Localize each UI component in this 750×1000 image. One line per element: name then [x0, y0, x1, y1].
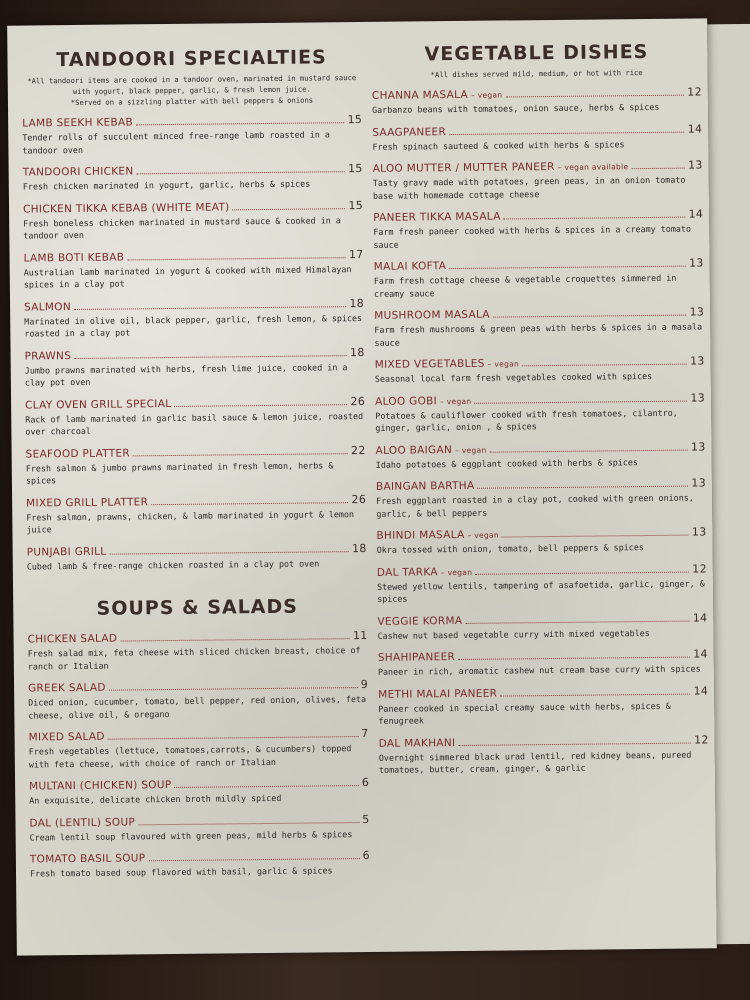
menu-item-price: 6	[361, 775, 370, 790]
menu-item-tag: – vegan	[455, 445, 487, 455]
menu-item-name: BAINGAN BARTHA	[375, 479, 475, 493]
dot-leader	[109, 551, 349, 555]
menu-item-header	[22, 113, 362, 130]
veg-list	[372, 85, 709, 776]
menu-item	[376, 476, 706, 519]
menu-item	[374, 305, 704, 348]
menu-item-name: SHAHIPANEER	[377, 651, 456, 664]
menu-item-price: 26	[350, 394, 366, 408]
menu-item-header	[379, 733, 709, 749]
menu-item-tag: – vegan	[440, 567, 473, 577]
menu-item-header	[372, 122, 702, 138]
dot-leader	[465, 620, 690, 623]
menu-item	[372, 122, 702, 153]
menu-item-price: 14	[687, 121, 703, 136]
menu-item-header	[28, 629, 368, 646]
menu-item-price: 9	[360, 677, 369, 692]
menu-item	[379, 733, 709, 776]
menu-item	[29, 727, 369, 771]
menu-item	[25, 345, 365, 389]
tandoori-note	[22, 72, 362, 109]
menu-item-description: Australian lamb marinated in yogurt & cooked with mixed Himalayan spices in a clay pot	[23, 263, 352, 290]
menu-item-price: 15	[347, 112, 363, 127]
menu-item	[30, 849, 370, 880]
menu-item-tag: – vegan	[470, 90, 503, 100]
menu-item-name: CHANNA MASALA	[371, 88, 469, 102]
menu-item-header	[378, 684, 708, 700]
menu-item-name: MALAI KOFTA	[373, 260, 447, 273]
menu-item-price: 13	[691, 525, 707, 539]
menu-item-description: Potatoes & cauliflower cooked with fresh tomatoes, cilantro, ginger, garlic, onion , & spices	[375, 407, 678, 433]
menu-item-description: Cubed lamb & free-range chicken roasted in a clay pot oven	[26, 557, 320, 572]
menu-item-name: CLAY OVEN GRILL SPECIAL	[25, 397, 172, 412]
menu-item-name: TANDOORI CHICKEN	[22, 165, 134, 179]
soups-title: SOUPS & SALADS	[96, 595, 299, 620]
dot-leader	[490, 449, 688, 452]
menu-item-price: 14	[692, 610, 708, 625]
menu-item-name: MULTANI (CHICKEN) SOUP	[29, 779, 172, 793]
menu-item-description: Fresh chicken marinated in yogurt, garlic, herbs & spices	[22, 178, 311, 192]
menu-item-name: DAL MAKHANI	[378, 736, 456, 750]
menu-item	[377, 611, 707, 642]
menu-item	[22, 113, 362, 157]
menu-item-description: Fresh boneless chicken marinated in mustard sauce & cooked in a tandoor oven	[23, 214, 341, 241]
menu-item	[23, 198, 363, 242]
menu-item-price: 13	[688, 256, 704, 270]
menu-item-header	[28, 678, 368, 695]
menu-item-description: Rack of lamb marinated in garlic basil sauce & lemon juice, roasted over charcoal	[25, 410, 364, 437]
menu-item-price: 22	[350, 443, 366, 457]
menu-item-name: CHICKEN TIKKA KEBAB (WHITE MEAT)	[23, 200, 230, 216]
menu-item-description: Fresh eggplant roasted in a clay pot, cooked with green onions, garlic, & bell peppers	[376, 492, 694, 519]
dot-leader	[151, 502, 348, 505]
menu-item-header	[26, 443, 366, 460]
menu-item-header	[25, 345, 365, 362]
tandoori-list	[22, 113, 367, 573]
menu-item-header	[374, 256, 704, 272]
menu-item-header	[27, 541, 367, 558]
menu-item-header	[376, 476, 706, 492]
dot-leader	[120, 638, 350, 641]
menu-item-description: Fresh salmon, prawns, chicken, & lamb marinated in yogurt & lemon juice	[26, 508, 355, 535]
menu-item-price: 13	[687, 158, 703, 172]
menu-item-description: Farm fresh paneer cooked with herbs & spices in a creamy tomato sauce	[373, 223, 692, 250]
menu-item-description: Idaho potatoes & eggplant cooked with herbs & spices	[375, 456, 639, 470]
menu-item	[29, 776, 369, 807]
menu-item-header	[378, 647, 708, 663]
dot-leader	[137, 171, 346, 174]
menu-item-header	[29, 812, 369, 829]
menu-item-description: Stewed yellow lentils, tampering of asafoetida, garlic, ginger, & spices	[376, 577, 705, 604]
menu-item	[372, 85, 702, 116]
dot-leader	[493, 315, 687, 318]
menu-item-price: 18	[351, 541, 367, 555]
tandoori-note-2: *Served on a sizzling platter with bell peppers & onions	[70, 95, 314, 108]
menu-item-price: 13	[691, 476, 707, 490]
menu-item	[23, 162, 363, 193]
dot-leader	[500, 693, 690, 696]
menu-item-price: 13	[690, 390, 706, 405]
menu-item-header	[376, 525, 706, 541]
menu-item-name: BHINDI MASALA	[376, 528, 465, 542]
menu-page	[7, 18, 717, 955]
dot-leader	[449, 266, 686, 269]
menu-item	[25, 394, 365, 438]
menu-item	[26, 443, 366, 487]
right-column	[371, 40, 709, 785]
menu-item-header	[377, 562, 707, 578]
menu-item-description: Diced onion, cucumber, tomato, bell pepper, red onion, olives, feta cheese, olive oil, & oregano	[28, 693, 367, 721]
tandoori-title: TANDOORI SPECIALTIES	[56, 46, 327, 72]
menu-item-description: Cream lentil soup flavoured with green peas, mild herbs & spices	[29, 828, 353, 842]
dot-leader	[474, 400, 687, 403]
menu-item-name: METHI MALAI PANEER	[378, 687, 498, 701]
dot-leader	[477, 486, 688, 489]
menu-item-description: Jumbo prawns marinated with herbs, fresh lime juice, cooked in a clay pot oven	[24, 361, 348, 388]
menu-item-price: 7	[361, 726, 369, 741]
dot-leader	[136, 122, 345, 125]
menu-item	[378, 684, 708, 727]
menu-item-price: 13	[690, 439, 706, 454]
dot-leader	[505, 95, 684, 98]
menu-item-tag: – vegan	[487, 359, 520, 369]
menu-item-header	[29, 776, 369, 793]
menu-item	[376, 525, 706, 556]
dot-leader	[108, 736, 359, 740]
menu-item	[28, 678, 368, 722]
menu-item-header	[24, 247, 364, 264]
menu-item-header	[372, 85, 702, 101]
menu-item	[378, 647, 708, 678]
dot-leader	[449, 131, 685, 134]
menu-item-name: MIXED VEGETABLES	[374, 357, 485, 371]
menu-item-description: Okra tossed with onion, tomato, bell peppers & spices	[376, 542, 644, 555]
menu-item-header	[25, 394, 365, 411]
menu-item-name: CHICKEN SALAD	[27, 632, 118, 646]
soups-list	[28, 629, 371, 880]
menu-item-header	[29, 727, 369, 744]
dot-leader	[74, 355, 347, 359]
menu-item-header	[373, 158, 703, 174]
menu-item-name: DAL (LENTIL) SOUP	[29, 815, 136, 829]
menu-item-price: 5	[362, 812, 370, 826]
menu-item-description: Fresh vegetables (lettuce, tomatoes,carrots, & cucumbers) topped with feta cheese, with choice of ranch or Italian	[28, 743, 352, 770]
menu-item-price: 15	[348, 198, 364, 212]
menu-item-name: GREEK SALAD	[28, 681, 106, 695]
dot-leader	[127, 257, 346, 260]
menu-item	[374, 256, 704, 299]
menu-item	[373, 207, 703, 250]
menu-item	[28, 629, 368, 673]
menu-item-description: An exquisite, delicate chicken broth mildly spiced	[29, 792, 282, 806]
menu-item-name: ALOO GOBI	[375, 394, 438, 408]
menu-item-price: 26	[351, 492, 367, 506]
menu-item	[375, 354, 705, 385]
dot-leader	[109, 687, 358, 691]
menu-item-header	[375, 354, 705, 370]
menu-item-price: 18	[349, 345, 365, 359]
menu-item-header	[26, 492, 366, 509]
menu-item-name: SALMON	[24, 300, 72, 314]
menu-item-description: Fresh salmon & jumbo prawns marinated in fresh lemon, herbs & spices	[25, 459, 334, 486]
dot-leader	[522, 364, 687, 367]
dot-leader	[458, 657, 690, 660]
menu-item	[29, 812, 369, 843]
menu-item-description: Cashew nut based vegetable curry with mixed vegetables	[377, 627, 650, 641]
menu-item-price: 13	[689, 305, 705, 319]
dot-leader	[233, 208, 346, 210]
menu-item-header	[23, 198, 363, 215]
menu-item-price: 17	[348, 247, 364, 261]
menu-item-name: ALOO MUTTER / MUTTER PANEER	[372, 160, 555, 175]
dot-leader	[174, 404, 347, 407]
dot-leader	[631, 168, 685, 170]
dot-leader	[148, 858, 359, 861]
menu-item-tag: – vegan	[467, 530, 499, 540]
menu-item-name: MIXED SALAD	[28, 730, 105, 744]
menu-item-description: Fresh tomato based soup flavored with basil, garlic & spices	[29, 865, 333, 879]
menu-item-description: Tender rolls of succulent minced free-range lamb roasted in a tandoor oven	[22, 129, 330, 156]
tandoori-note-1: *All tandoori items are cooked in a tandoor oven, marinated in mustard sauce with yogurt, black pepper, garlic, & fresh lemon juice.	[27, 73, 357, 97]
menu-item-description: Overnight simmered black urad lentil, red kidney beans, pureed tomatoes, butter, cream, ginger, & garlic	[378, 749, 692, 775]
menu-item-tag: – vegan	[439, 396, 472, 406]
dot-leader	[174, 785, 358, 788]
menu-item-name: PANEER TIKKA MASALA	[373, 210, 501, 224]
menu-item-price: 15	[347, 161, 363, 176]
menu-item	[27, 541, 367, 572]
dot-leader	[74, 306, 347, 310]
menu-item-name: SAAGPANEER	[372, 125, 447, 139]
menu-item	[377, 562, 707, 605]
menu-item-description: Marinated in olive oil, black pepper, garlic, fresh lemon, & spices roasted in a clay pot	[24, 312, 363, 339]
menu-item-header	[30, 849, 370, 866]
menu-item-price: 12	[693, 732, 709, 747]
menu-item-name: LAMB BOTI KEBAB	[23, 250, 125, 265]
dot-leader	[475, 571, 689, 574]
menu-item-price: 11	[352, 628, 368, 643]
menu-item-price: 14	[693, 683, 709, 698]
dot-leader	[458, 742, 691, 745]
menu-item-price: 12	[687, 85, 702, 99]
menu-item-description: Paneer in rich, aromatic cashew nut cream base curry with spices	[377, 663, 701, 677]
menu-item-price: 13	[690, 354, 705, 368]
left-column	[21, 46, 370, 889]
menu-item-description: Tasty gravy made with potatoes, green peas, in an onion tomato base with homemade cottage cheese	[372, 174, 686, 201]
menu-item-description: Paneer cooked in special creamy sauce with herbs, spices & fenugreek	[378, 700, 671, 726]
menu-item	[24, 247, 364, 291]
menu-item-header	[373, 207, 703, 223]
menu-item-tag: – vegan available	[557, 162, 629, 172]
menu-item	[375, 391, 705, 434]
menu-item-header	[376, 440, 706, 456]
menu-item-price: 6	[362, 848, 370, 863]
menu-item-header	[374, 305, 704, 321]
dot-leader	[504, 217, 686, 220]
menu-item-header	[377, 611, 707, 627]
menu-item-price: 12	[692, 561, 707, 576]
menu-item-price: 18	[349, 296, 365, 310]
menu-item-header	[375, 391, 705, 407]
menu-item-header	[23, 162, 363, 179]
menu-item	[26, 492, 366, 536]
menu-item-name: MIXED GRILL PLATTER	[26, 495, 149, 510]
menu-item-name: TOMATO BASIL SOUP	[29, 852, 146, 866]
menu-item-description: Farm fresh mushrooms & green peas with herbs & spices in a masala sauce	[374, 321, 703, 348]
menu-item-name: MUSHROOM MASALA	[374, 308, 490, 322]
dot-leader	[138, 822, 359, 825]
menu-item-name: LAMB SEEKH KEBAB	[22, 116, 134, 130]
veg-note: *All dishes served mild, medium, or hot with rice	[430, 68, 643, 80]
menu-item-description: Fresh spinach sauteed & cooked with herbs & spices	[372, 138, 625, 152]
menu-item	[373, 158, 703, 201]
menu-item-name: ALOO BAIGAN	[375, 443, 453, 457]
menu-item-name: PRAWNS	[24, 349, 72, 363]
menu-item-description: Seasonal local farm fresh vegetables cooked with spices	[374, 370, 653, 384]
menu-item-name: VEGGIE KORMA	[377, 614, 463, 628]
menu-item-name: DAL TARKA	[376, 565, 438, 579]
menu-item	[376, 440, 706, 471]
menu-item-price: 14	[693, 647, 708, 661]
menu-item-name: SEAFOOD PLATTER	[25, 446, 131, 461]
menu-item-name: PUNJABI GRILL	[26, 545, 107, 559]
menu-item-header	[24, 296, 364, 313]
menu-item-description: Farm fresh cottage cheese & vegetable croquettes simmered in creamy sauce	[373, 272, 677, 299]
dot-leader	[133, 453, 348, 456]
veg-title: VEGETABLE DISHES	[424, 40, 649, 66]
menu-item-description: Garbanzo beans with tomatoes, onion sauce, herbs & spices	[371, 101, 660, 115]
menu-item-price: 14	[688, 207, 704, 221]
dot-leader	[502, 535, 689, 538]
menu-item	[24, 296, 364, 340]
menu-item-description: Fresh salad mix, feta cheese with sliced chicken breast, choice of ranch or Italian	[27, 645, 361, 672]
